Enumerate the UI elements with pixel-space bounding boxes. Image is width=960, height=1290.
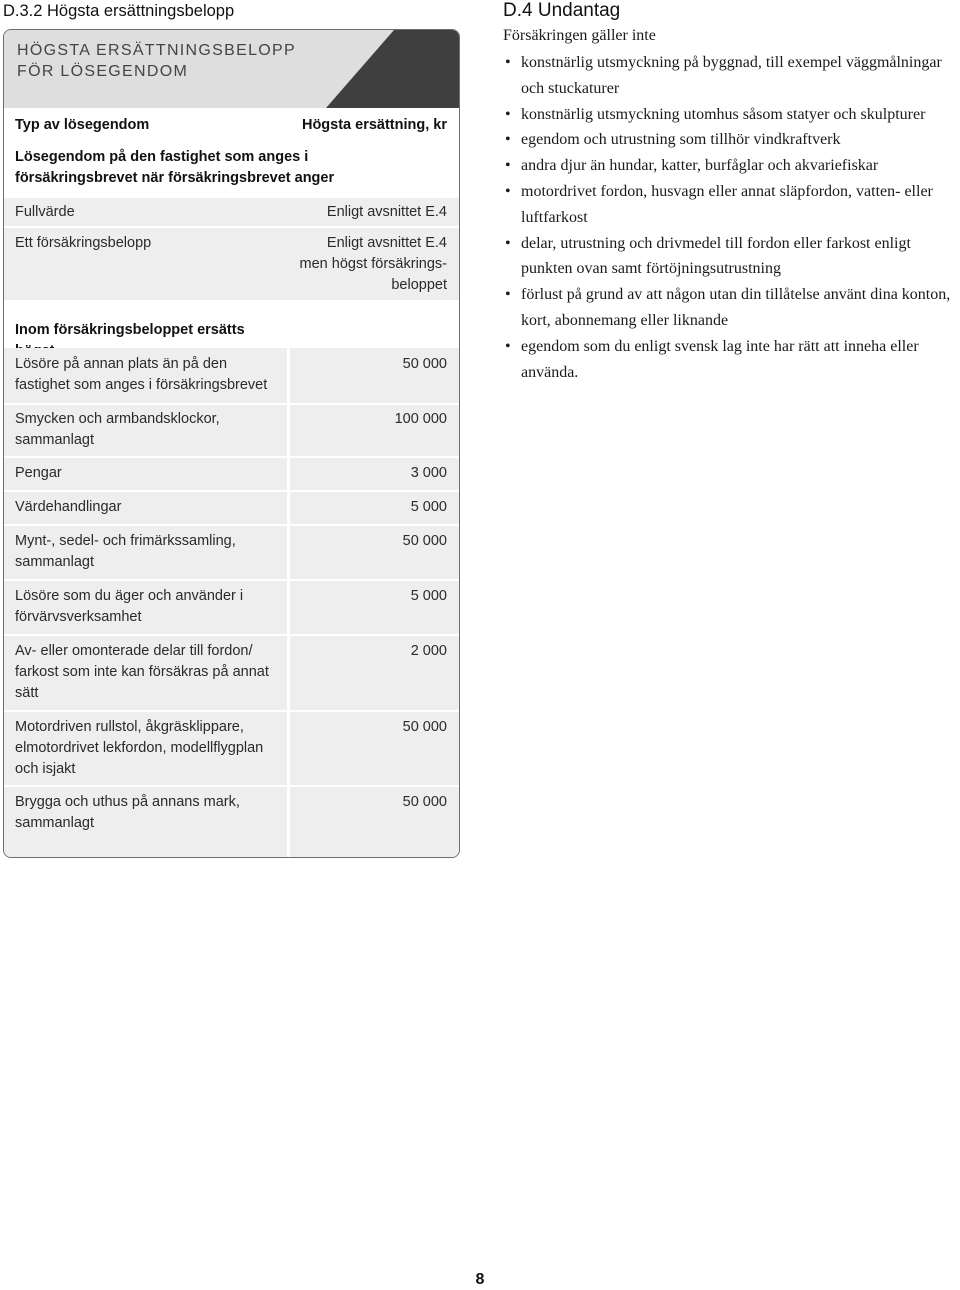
exceptions-heading: D.4 Undantag	[503, 0, 621, 21]
col-type-header: Typ av lösegendom	[15, 117, 150, 133]
exceptions-list	[503, 50, 960, 385]
bullet: •	[505, 131, 511, 149]
table-row	[4, 787, 459, 857]
section-heading: D.3.2 Högsta ersättningsbelopp	[3, 2, 235, 20]
forsakringsbelopp-label: Ett försäkringsbelopp	[15, 235, 152, 251]
list-item: • konstnärlig utsmyckning på byggnad, till exempel väggmålningar och stuckaturer	[503, 50, 960, 102]
table-header-band	[4, 30, 459, 108]
list-item: • egendom som du enligt svensk lag inte har rätt att inneha eller använda.	[503, 334, 960, 386]
list-item: • konstnärlig utsmyckning utomhus såsom statyer och skulpturer	[503, 102, 960, 128]
row-label: Smycken och armbandsklockor, sammanlagt	[15, 411, 220, 448]
row-value: 50 000	[402, 533, 447, 549]
row-label: Av- eller omonterade delar till fordon/ farkost som inte kan försäkras på annat sätt	[15, 643, 269, 701]
table-row	[4, 458, 459, 490]
table-row	[4, 526, 459, 579]
list-item: • andra djur än hundar, katter, burfåglar och akvariefiskar	[503, 153, 960, 179]
row-label: Mynt-, sedel- och frimärkssamling, sammanlagt	[15, 533, 236, 570]
fullvarde-label: Fullvärde	[15, 204, 75, 220]
row-label: Pengar	[15, 465, 62, 481]
exceptions-intro: Försäkringen gäller inte	[503, 27, 656, 44]
row-label: Motordriven rullstol, åkgräsklippare, elmotordrivet lekfordon, modellflygplan och isjakt	[15, 719, 264, 777]
table-row-forsakringsbelopp	[4, 228, 459, 300]
row-value: 100 000	[394, 411, 447, 427]
bullet: •	[505, 286, 511, 304]
table-row	[4, 348, 459, 403]
row-label: Brygga och uthus på annans mark, sammanlagt	[15, 794, 240, 831]
column-header-row	[4, 108, 459, 142]
list-item: • förlust på grund av att någon utan din tillåtelse använt dina konton, kort, abonnemang eller liknande	[503, 282, 960, 334]
table-row	[4, 492, 459, 524]
row-value: 50 000	[402, 356, 447, 372]
bullet: •	[505, 234, 511, 252]
bullet: •	[505, 182, 511, 200]
max-compensation-table	[3, 29, 460, 858]
row-value: 5 000	[410, 499, 447, 515]
table-title-line1: HÖGSTA ERSÄTTNINGSBELOPP	[17, 42, 296, 59]
table-title	[17, 40, 317, 82]
page-number: 8	[475, 1271, 485, 1288]
list-item: • delar, utrustning och drivmedel till fordon eller farkost enligt punkten ovan samt förtöjningsutrustning	[503, 231, 960, 283]
table-row-fullvarde	[4, 198, 459, 226]
table-row	[4, 581, 459, 634]
row-value: 3 000	[410, 465, 447, 481]
section-fastighet-label: Lösegendom på den fastighet som anges i försäkringsbrevet när försäkringsbrevet anger	[15, 149, 335, 186]
bullet: •	[505, 337, 511, 355]
bullet: •	[505, 105, 511, 123]
section-inom-belopp-label: Inom försäkringsbeloppet ersätts	[15, 322, 245, 338]
row-label: Värdehandlingar	[15, 499, 122, 515]
section-inom-belopp	[4, 300, 459, 348]
table-row	[4, 712, 459, 785]
list-item: • egendom och utrustning som tillhör vindkraftverk	[503, 127, 960, 153]
row-value: 50 000	[402, 794, 447, 810]
row-value: 50 000	[402, 719, 447, 735]
section-fastighet	[4, 142, 459, 198]
col-amount-header: Högsta ersättning, kr	[301, 117, 447, 133]
row-label: Lösöre som du äger och använder i förvärvsverksamhet	[15, 588, 244, 625]
fullvarde-value: Enligt avsnittet E.4	[326, 204, 447, 220]
table-title-line2: FÖR LÖSEGENDOM	[17, 63, 189, 80]
bullet: •	[505, 54, 511, 71]
list-item: • motordrivet fordon, husvagn eller annat släpfordon, vatten- eller luftfarkost	[503, 179, 960, 231]
forsakringsbelopp-value: Enligt avsnittet E.4 men högst försäkrings-beloppet	[299, 235, 447, 293]
table-row	[4, 636, 459, 710]
bullet: •	[505, 157, 511, 175]
table-row	[4, 405, 459, 456]
row-label: Lösöre på annan plats än på den fastighet som anges i försäkringsbrevet	[15, 356, 268, 393]
row-value: 2 000	[410, 643, 447, 659]
row-value: 5 000	[410, 588, 447, 604]
